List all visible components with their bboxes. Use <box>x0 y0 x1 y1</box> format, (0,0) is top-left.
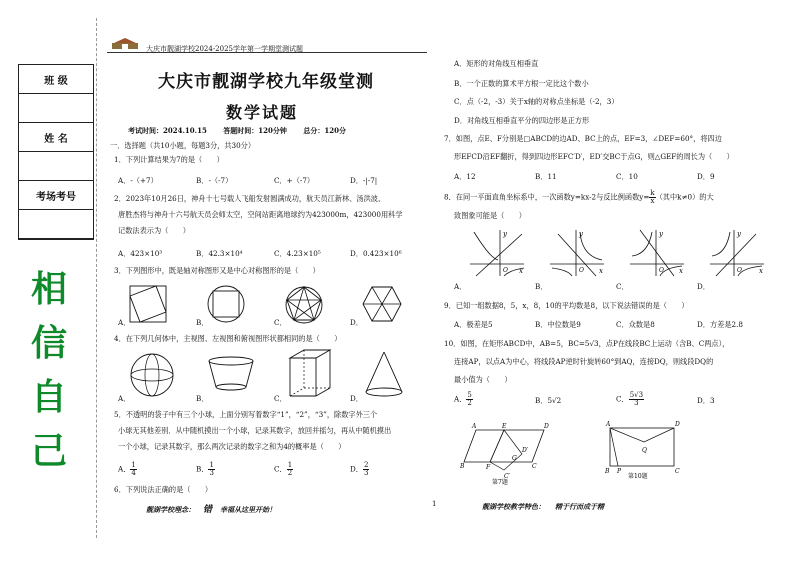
q9-option-c[interactable]: C．众数是8 <box>616 320 655 329</box>
q4-option-c[interactable]: C． <box>274 394 287 403</box>
q6-option-b[interactable]: B．一个正数的算术平方根一定比这个数小 <box>454 79 589 88</box>
q6-option-a[interactable]: A．矩形的对角线互相垂直 <box>454 59 539 68</box>
q5-option-c[interactable]: C． $\frac{1}{2}$ <box>274 461 293 477</box>
motto-char: 相 <box>30 268 67 310</box>
q6-stem: 6．下列说法正确的是（ ） <box>114 485 213 494</box>
q5-option-a[interactable]: A． $\frac{1}{4}$ <box>118 461 136 477</box>
exam-score: 总分：120分 <box>303 126 346 135</box>
q9-option-b[interactable]: B．中位数是9 <box>535 320 581 329</box>
exam-no-field[interactable] <box>19 210 93 239</box>
svg-text:O: O <box>579 267 584 274</box>
q4-fig-c-prism <box>286 348 334 400</box>
svg-text:C: C <box>532 463 537 470</box>
svg-text:A: A <box>472 423 477 430</box>
svg-text:x: x <box>679 267 683 275</box>
q3-option-b[interactable]: B． <box>196 318 209 327</box>
q6-option-c[interactable]: C．点（-2，-3）关于x轴的对称点坐标是（-2，3） <box>454 97 619 106</box>
q5-line3: 一个小球，记录其数字，那么两次记录的数字之和为4的概率是（ ） <box>118 442 346 451</box>
q2-option-d[interactable]: D．0.423×10⁶ <box>350 249 402 258</box>
q4-fig-d-cone <box>364 350 404 398</box>
svg-text:第7题: 第7题 <box>492 479 508 486</box>
motto-char: 己 <box>30 430 67 472</box>
exam-time: 考试时间：2024.10.15 <box>128 126 207 135</box>
svg-text:y: y <box>737 230 741 238</box>
q2-option-b[interactable]: B．42.3×10⁴ <box>196 249 243 258</box>
motto <box>26 262 72 478</box>
binding-line <box>96 18 97 538</box>
q7-option-a[interactable]: A．12 <box>454 172 476 181</box>
class-label: 班 级 <box>19 65 93 94</box>
q2-line2: 唐胜杰将与神舟十六号航天员会师太空，空间站距离地球约为423000m，423000用科学 <box>118 210 403 219</box>
q7-line2: 形EFCD沿EF翻折，得到四边形EFC′D′，ED′交BC于点G，则△GEF的周长为（ ） <box>454 152 734 161</box>
svg-text:第10题: 第10题 <box>628 473 648 480</box>
page-subtitle: 数学试题 <box>226 103 299 122</box>
figure-10 <box>604 420 684 480</box>
svg-text:D′: D′ <box>522 447 529 454</box>
q8-graph-b <box>550 228 606 278</box>
name-label: 姓 名 <box>19 123 93 152</box>
q9-option-d[interactable]: D．方差是2.8 <box>697 320 743 329</box>
q4-fig-a-sphere <box>128 352 176 398</box>
q10-option-c[interactable]: C． $\frac{5√3}{3}$ <box>616 391 644 407</box>
q10-option-d[interactable]: D．3 <box>697 396 715 405</box>
q1-stem: 1．下列计算结果为7的是（ ） <box>114 155 224 164</box>
q3-option-d[interactable]: D． <box>350 318 363 327</box>
svg-text:x: x <box>519 267 523 275</box>
svg-text:x: x <box>599 267 603 275</box>
svg-text:B: B <box>605 468 610 475</box>
q8-option-d[interactable]: D． <box>697 282 710 291</box>
q8-option-a[interactable]: A． <box>454 282 467 291</box>
svg-text:y: y <box>503 230 507 238</box>
q10-option-a[interactable]: A． $\frac{5}{2}$ <box>454 391 472 407</box>
q8-option-b[interactable]: B． <box>535 282 548 291</box>
q4-option-a[interactable]: A． <box>118 394 131 403</box>
svg-text:y: y <box>659 230 663 238</box>
motto-char: 自 <box>30 376 67 418</box>
q5-line1: 5．不透明的袋子中有三个小球，上面分别写着数字“1”，“2”，“3”，除数字外三个 <box>114 410 378 419</box>
q7-line1: 7．如图，点E、F分别是□ABCD的边AD、BC上的点，EF=3，∠DEF=60°，将四边 <box>444 134 722 143</box>
svg-text:O: O <box>503 267 508 274</box>
q4-option-d[interactable]: D． <box>350 394 363 403</box>
svg-text:D: D <box>544 423 549 430</box>
exam-no-label: 考场考号 <box>19 181 93 210</box>
q4-option-b[interactable]: B． <box>196 394 209 403</box>
motto-char: 信 <box>30 322 67 364</box>
q8-graph-a <box>470 228 526 278</box>
q3-option-a[interactable]: A． <box>118 318 131 327</box>
svg-text:x: x <box>759 267 763 275</box>
q8-graph-d <box>710 228 766 278</box>
svg-text:P: P <box>617 468 622 475</box>
svg-text:C: C <box>675 468 680 475</box>
q4-fig-b-frustum <box>206 356 256 392</box>
q2-option-c[interactable]: C．4.23×10⁵ <box>274 249 321 258</box>
q7-option-c[interactable]: C．10 <box>616 172 638 181</box>
svg-text:y: y <box>579 230 583 238</box>
svg-text:Q: Q <box>642 447 647 454</box>
footer-right: 靓湖学校教学特色： 精于行而成于精 <box>482 502 604 511</box>
q3-fig-d-hexagon <box>362 284 402 324</box>
q7-option-b[interactable]: B．11 <box>535 172 557 181</box>
svg-text:G: G <box>512 455 517 462</box>
q5-line2: 小球无其他差别．从中随机摸出一个小球，记录其数字，放回并摇匀，再从中随机摸出 <box>118 426 392 435</box>
q9-stem: 9．已知一组数据8，5，x，8，10的平均数是8，以下说法错误的是（ ） <box>444 301 689 310</box>
exam-duration: 答题时间：120分钟 <box>223 126 287 135</box>
svg-text:E: E <box>502 423 507 430</box>
q4-stem: 4．在下列几何体中，主视图、左视图和俯视图形状都相同的是（ ） <box>114 334 342 343</box>
page-number: 1 <box>432 500 437 508</box>
q1-option-a[interactable]: A．-（+7） <box>118 176 158 185</box>
footer-left: 靓湖学校理念： 错 幸福从这里开始！ <box>146 505 277 515</box>
svg-text:A: A <box>606 421 611 428</box>
q8-line2: 致图象可能是（ ） <box>454 211 526 220</box>
svg-text:F: F <box>486 464 491 471</box>
q5-option-b[interactable]: B． $\frac{1}{3}$ <box>196 461 214 477</box>
q6-option-d[interactable]: D．对角线互相垂直平分的四边形是正方形 <box>454 116 590 125</box>
page-title: 大庆市靓湖学校九年级堂测 <box>158 72 374 92</box>
header-rule <box>107 52 427 53</box>
q10-option-b[interactable]: B．5√2 <box>535 396 562 405</box>
school-line: 大庆市靓湖学校2024-2025学年第一学期堂测试题 <box>146 45 303 53</box>
q5-option-d[interactable]: D． $\frac{2}{3}$ <box>350 461 369 477</box>
q8-line1: 8．在同一平面直角坐标系中，一次函数y=kx-2与反比例函数y= $\frac{k}{x}$ （其中k≠0）的大 <box>444 189 714 205</box>
q1-option-b[interactable]: B．-（-7） <box>196 176 233 185</box>
svg-text:B: B <box>460 463 465 470</box>
q3-option-c[interactable]: C． <box>274 318 287 327</box>
q3-fig-b-circle-square <box>206 284 246 324</box>
q3-stem: 3．下列图形中，既是轴对称图形又是中心对称图形的是（ ） <box>114 266 320 275</box>
q2-line1: 2．2023年10月26日，神舟十七号载人飞船发射圆满成功，航天员江新林、汤洪波、 <box>114 194 386 203</box>
class-field[interactable] <box>19 94 93 123</box>
q9-option-a[interactable]: A．极差是5 <box>454 320 493 329</box>
q1-option-d[interactable]: D．-|-7| <box>350 176 378 185</box>
q3-fig-a-pinwheel-square <box>128 284 168 324</box>
name-field[interactable] <box>19 152 93 181</box>
svg-text:O: O <box>659 267 664 274</box>
q3-fig-c-pentagram <box>284 284 324 324</box>
q8-option-c[interactable]: C． <box>616 282 629 291</box>
svg-text:D: D <box>675 421 680 428</box>
q10-line1: 10．如图，在矩形ABCD中，AB=5，BC=5√3，点P在线段BC上运动（含B、C两点）， <box>444 339 730 348</box>
q8-graph-c <box>630 228 686 278</box>
q7-option-d[interactable]: D．9 <box>697 172 715 181</box>
q2-line3: 记数法表示为（ ） <box>118 226 190 235</box>
figure-7 <box>462 422 558 484</box>
section-heading: 一．选择题（共10小题，每题3分，共30分） <box>110 141 256 150</box>
q10-line2: 连接AP，以点A为中心，将线段AP逆时针旋转60°到AQ，连接DQ，则线段DQ的 <box>454 357 714 366</box>
student-info-box <box>18 64 94 240</box>
exam-meta <box>128 126 346 136</box>
q10-line3: 最小值为（ ） <box>454 375 512 384</box>
q1-option-c[interactable]: C．+（-7） <box>274 176 315 185</box>
svg-text:O: O <box>737 267 742 274</box>
school-logo <box>110 38 140 50</box>
svg-text:C′: C′ <box>504 473 510 480</box>
q2-option-a[interactable]: A．423×10³ <box>118 249 163 258</box>
